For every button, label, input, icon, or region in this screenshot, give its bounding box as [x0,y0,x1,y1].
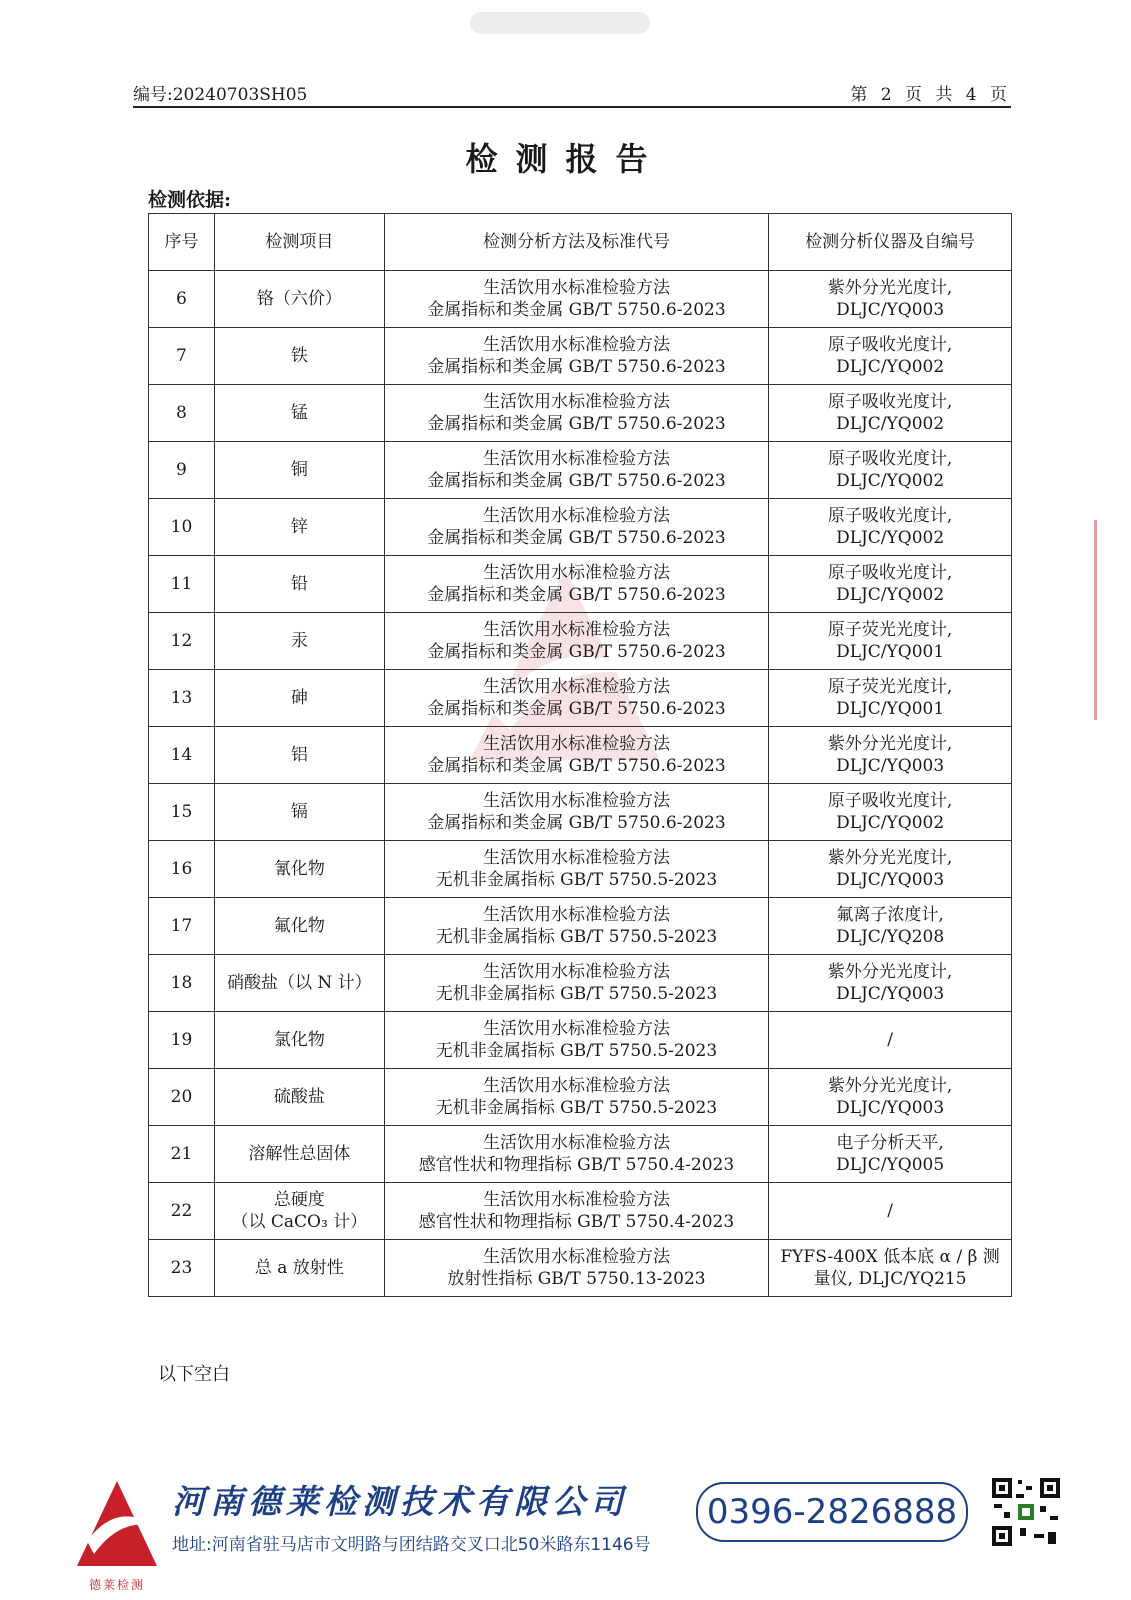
cell-no [149,1069,215,1126]
cell-instrument-text: 紫外分光光度计, [827,1076,953,1096]
cell-instrument-text: 紫外分光光度计, [827,278,953,298]
cell-method-text: 生活饮用水标准检验方法 [482,1190,670,1210]
cell-instrument-text: 电子分析天平, [836,1133,944,1153]
cell-no-text: 18 [170,973,193,993]
table-row [149,613,1012,670]
cell-instrument-text: DLJC/YQ002 [836,357,945,377]
table-row [149,1069,1012,1126]
cell-no-text: 21 [170,1144,193,1164]
cell-no [149,1240,215,1297]
cell-method [384,328,768,385]
cell-instrument-text: 原子吸收光度计, [827,791,953,811]
cell-method-text: 生活饮用水标准检验方法 [482,1247,670,1267]
header-instrument: 检测分析仪器及自编号 [769,214,1012,271]
cell-no-text: 6 [176,289,187,309]
cell-item [214,1069,384,1126]
cell-instrument-text: DLJC/YQ003 [836,1098,945,1118]
cell-method-text: 金属指标和类金属 GB/T 5750.6-2023 [427,699,726,719]
cell-instrument-text: 紫外分光光度计, [827,848,953,868]
table-row [149,784,1012,841]
cell-instrument-text: 量仪, DLJC/YQ215 [813,1269,967,1289]
cell-instrument-text: DLJC/YQ003 [836,984,945,1004]
cell-method [384,1240,768,1297]
cell-no [149,271,215,328]
cell-instrument-text: DLJC/YQ002 [836,585,945,605]
table-row [149,1183,1012,1240]
qr-code-icon [990,1476,1062,1548]
table-row [149,955,1012,1012]
cell-no [149,1012,215,1069]
cell-instrument-text: 紫外分光光度计, [827,962,953,982]
cell-item-text: 氟化物 [273,916,325,936]
table-row [149,442,1012,499]
cell-method-text: 生活饮用水标准检验方法 [482,734,670,754]
cell-method [384,385,768,442]
cell-instrument-text: DLJC/YQ002 [836,528,945,548]
cell-method [384,613,768,670]
cell-instrument-text: 原子吸收光度计, [827,506,953,526]
table-row [149,898,1012,955]
company-phone: 0396-2826888 [696,1482,968,1542]
cell-instrument [769,556,1012,613]
cell-method-text: 生活饮用水标准检验方法 [482,848,670,868]
cell-item [214,670,384,727]
cell-method-text: 生活饮用水标准检验方法 [482,1133,670,1153]
cell-method [384,784,768,841]
cell-method-text: 无机非金属指标 GB/T 5750.5-2023 [435,1098,718,1118]
cell-no-text: 10 [170,517,193,537]
cell-method-text: 金属指标和类金属 GB/T 5750.6-2023 [427,813,726,833]
cell-item-text: 铝 [290,745,308,765]
cell-method-text: 金属指标和类金属 GB/T 5750.6-2023 [427,642,726,662]
cell-no [149,556,215,613]
cell-no-text: 19 [170,1030,193,1050]
cell-no [149,385,215,442]
table-row [149,841,1012,898]
cell-instrument [769,1183,1012,1240]
cell-no-text: 22 [170,1201,193,1221]
table-row [149,385,1012,442]
cell-method [384,556,768,613]
page-info: 第 2 页 共 4 页 [850,85,1011,105]
cell-item [214,613,384,670]
cell-item-text: 总硬度 [273,1190,325,1210]
cell-instrument-text: DLJC/YQ003 [836,870,945,890]
cell-instrument [769,385,1012,442]
seal-edge-mark [1092,520,1100,720]
cell-item [214,385,384,442]
cell-no [149,841,215,898]
cell-item-text: 总 a 放射性 [254,1258,344,1278]
cell-instrument [769,670,1012,727]
cell-instrument-text: / [887,1201,893,1221]
cell-item-text: 铅 [290,574,308,594]
test-basis-table [148,213,1012,1297]
cell-method [384,271,768,328]
cell-instrument [769,898,1012,955]
cell-instrument [769,955,1012,1012]
cell-item-text: （以 CaCO₃ 计） [231,1212,368,1232]
cell-method-text: 生活饮用水标准检验方法 [482,278,670,298]
cell-instrument-text: DLJC/YQ001 [836,642,945,662]
cell-item [214,841,384,898]
cell-method [384,955,768,1012]
cell-item-text: 锰 [290,403,308,423]
company-name: 河南德莱检测技术有限公司 [172,1482,628,1521]
cell-item [214,499,384,556]
cell-no-text: 23 [170,1258,193,1278]
cell-instrument-text: 原子吸收光度计, [827,563,953,583]
page-footer [0,1468,1131,1600]
cell-no [149,955,215,1012]
logo-text: 德莱检测 [88,1578,145,1592]
cell-no-text: 13 [170,688,193,708]
cell-item [214,1012,384,1069]
cell-method [384,727,768,784]
cell-method-text: 无机非金属指标 GB/T 5750.5-2023 [435,984,718,1004]
cell-item [214,784,384,841]
cell-item [214,1183,384,1240]
cell-item-text: 镉 [290,802,308,822]
cell-no-text: 20 [170,1087,193,1107]
faded-stamp-mark [470,8,650,38]
table-row [149,499,1012,556]
cell-method-text: 生活饮用水标准检验方法 [482,1019,670,1039]
cell-method-text: 生活饮用水标准检验方法 [482,962,670,982]
cell-item [214,442,384,499]
cell-instrument-text: DLJC/YQ001 [836,699,945,719]
doc-number: 编号:20240703SH05 [133,85,308,105]
cell-method-text: 生活饮用水标准检验方法 [482,506,670,526]
cell-instrument [769,499,1012,556]
cell-item-text: 砷 [290,688,308,708]
cell-instrument [769,784,1012,841]
cell-instrument-text: DLJC/YQ003 [836,756,945,776]
cell-no-text: 14 [170,745,193,765]
cell-method-text: 无机非金属指标 GB/T 5750.5-2023 [435,1041,718,1061]
cell-method-text: 生活饮用水标准检验方法 [482,677,670,697]
cell-instrument [769,328,1012,385]
blank-note: 以下空白 [158,1364,230,1385]
company-address: 地址:河南省驻马店市文明路与团结路交叉口北50米路东1146号 [172,1535,651,1555]
cell-no-text: 16 [170,859,193,879]
cell-method-text: 金属指标和类金属 GB/T 5750.6-2023 [427,357,726,377]
cell-item-text: 氯化物 [273,1030,325,1050]
cell-item [214,955,384,1012]
cell-instrument-text: 紫外分光光度计, [827,734,953,754]
table-row [149,328,1012,385]
basis-label: 检测依据: [148,189,232,211]
cell-method [384,1012,768,1069]
cell-no [149,442,215,499]
cell-item-text: 铜 [290,460,308,480]
cell-instrument-text: 氟离子浓度计, [836,905,944,925]
cell-instrument-text: / [887,1030,893,1050]
cell-instrument [769,1240,1012,1297]
cell-instrument [769,442,1012,499]
cell-method-text: 生活饮用水标准检验方法 [482,563,670,583]
cell-item [214,328,384,385]
cell-method [384,670,768,727]
cell-instrument-text: DLJC/YQ002 [836,813,945,833]
cell-method [384,1069,768,1126]
cell-method-text: 感官性状和物理指标 GB/T 5750.4-2023 [418,1155,735,1175]
cell-instrument [769,271,1012,328]
cell-instrument [769,613,1012,670]
cell-instrument-text: DLJC/YQ002 [836,471,945,491]
table-row [149,727,1012,784]
table-row [149,1012,1012,1069]
cell-method-text: 金属指标和类金属 GB/T 5750.6-2023 [427,528,726,548]
cell-instrument-text: DLJC/YQ002 [836,414,945,434]
header-item: 检测项目 [214,214,384,271]
cell-method [384,442,768,499]
cell-no-text: 7 [176,346,187,366]
cell-instrument [769,841,1012,898]
cell-no-text: 15 [170,802,193,822]
cell-item-text: 锌 [290,517,308,537]
cell-no [149,784,215,841]
page-title: 检测报告 [465,140,666,178]
cell-method [384,1183,768,1240]
cell-method-text: 金属指标和类金属 GB/T 5750.6-2023 [427,414,726,434]
cell-instrument-text: DLJC/YQ003 [836,300,945,320]
cell-no-text: 12 [170,631,193,651]
cell-item-text: 汞 [290,631,308,651]
cell-method [384,499,768,556]
cell-method [384,841,768,898]
header-no: 序号 [149,214,215,271]
cell-no [149,898,215,955]
cell-method [384,1126,768,1183]
cell-method-text: 放射性指标 GB/T 5750.13-2023 [447,1269,706,1289]
cell-instrument-text: FYFS-400X 低本底 α / β 测 [780,1247,1000,1267]
cell-no [149,328,215,385]
cell-method-text: 生活饮用水标准检验方法 [482,335,670,355]
table-header-row [149,214,1012,271]
cell-method-text: 生活饮用水标准检验方法 [482,905,670,925]
cell-instrument-text: 原子吸收光度计, [827,335,953,355]
cell-method-text: 生活饮用水标准检验方法 [482,791,670,811]
cell-no-text: 17 [170,916,193,936]
cell-item [214,1240,384,1297]
cell-method-text: 生活饮用水标准检验方法 [482,1076,670,1096]
cell-method-text: 生活饮用水标准检验方法 [482,449,670,469]
cell-instrument [769,1126,1012,1183]
table-row [149,1126,1012,1183]
cell-method-text: 生活饮用水标准检验方法 [482,392,670,412]
cell-item-text: 硫酸盐 [273,1087,325,1107]
table-row [149,1240,1012,1297]
table-row [149,271,1012,328]
cell-item [214,1126,384,1183]
cell-no [149,1183,215,1240]
cell-item-text: 铁 [290,346,308,366]
cell-no-text: 11 [170,574,193,594]
cell-method-text: 金属指标和类金属 GB/T 5750.6-2023 [427,585,726,605]
cell-no-text: 8 [176,403,187,423]
table-row [149,670,1012,727]
cell-method-text: 生活饮用水标准检验方法 [482,620,670,640]
cell-item [214,898,384,955]
cell-no [149,613,215,670]
cell-item [214,727,384,784]
cell-method-text: 金属指标和类金属 GB/T 5750.6-2023 [427,300,726,320]
cell-method [384,898,768,955]
cell-instrument-text: DLJC/YQ208 [836,927,945,947]
cell-instrument [769,1069,1012,1126]
cell-no-text: 9 [176,460,187,480]
cell-instrument-text: DLJC/YQ005 [836,1155,945,1175]
cell-instrument [769,727,1012,784]
cell-no [149,670,215,727]
cell-instrument-text: 原子荧光光度计, [827,620,953,640]
cell-no [149,499,215,556]
page-header [133,78,1011,108]
cell-method-text: 感官性状和物理指标 GB/T 5750.4-2023 [418,1212,735,1232]
cell-no [149,1126,215,1183]
cell-item-text: 氰化物 [273,859,325,879]
cell-item-text: 硝酸盐（以 N 计） [226,973,372,993]
table-row [149,556,1012,613]
cell-item [214,271,384,328]
cell-no [149,727,215,784]
cell-method-text: 金属指标和类金属 GB/T 5750.6-2023 [427,471,726,491]
cell-instrument-text: 原子吸收光度计, [827,449,953,469]
cell-item-text: 溶解性总固体 [248,1144,351,1164]
cell-instrument [769,1012,1012,1069]
cell-method-text: 无机非金属指标 GB/T 5750.5-2023 [435,927,718,947]
cell-method-text: 无机非金属指标 GB/T 5750.5-2023 [435,870,718,890]
cell-method-text: 金属指标和类金属 GB/T 5750.6-2023 [427,756,726,776]
cell-item [214,556,384,613]
cell-item-text: 铬（六价） [256,289,342,309]
header-method: 检测分析方法及标准代号 [384,214,768,271]
cell-instrument-text: 原子荧光光度计, [827,677,953,697]
company-logo-icon [72,1476,162,1571]
cell-instrument-text: 原子吸收光度计, [827,392,953,412]
